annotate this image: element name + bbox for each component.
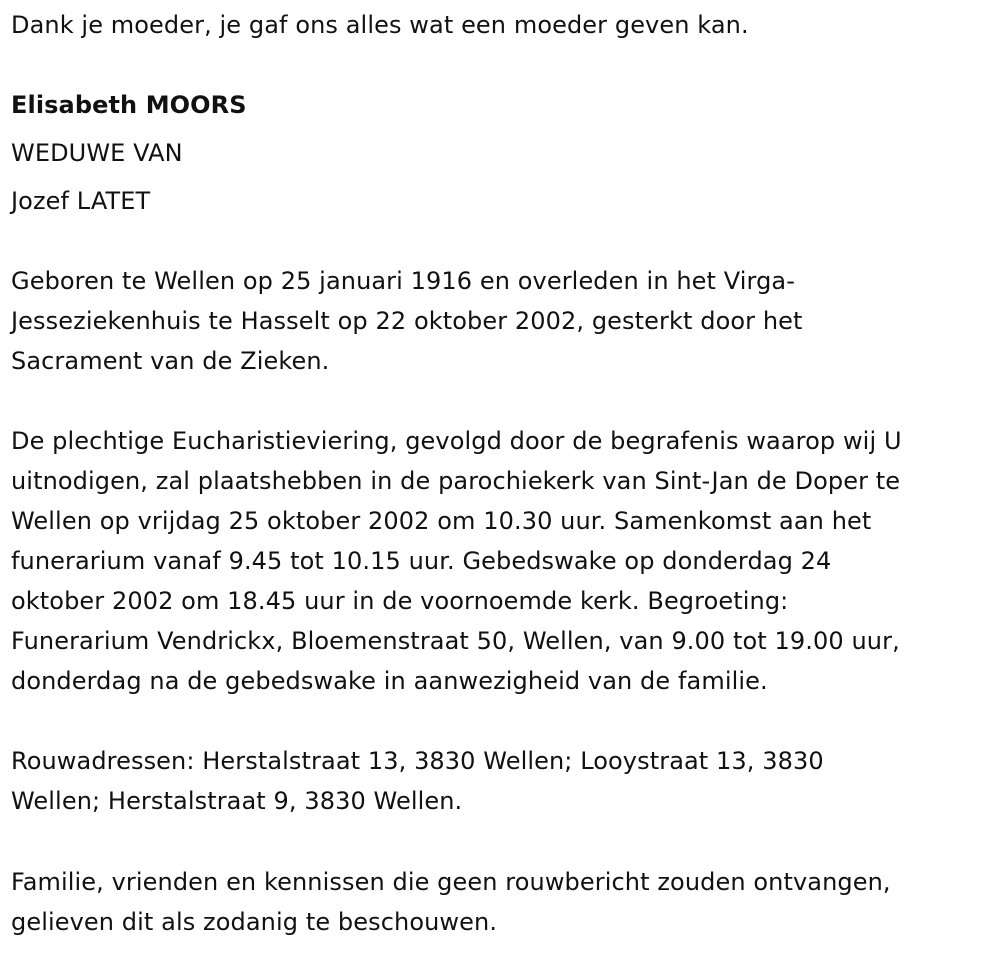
addresses-line: Wellen; Herstalstraat 9, 3830 Wellen. bbox=[11, 787, 463, 815]
ceremony-line: Funerarium Vendrickx, Bloemenstraat 50, Wellen, van 9.00 tot 19.00 uur, bbox=[11, 627, 900, 655]
closing-line: Familie, vrienden en kennissen die geen rouwbericht zouden ontvangen, bbox=[11, 868, 891, 896]
intro-text: Dank je moeder, je gaf ons alles wat een moeder geven kan. bbox=[11, 11, 749, 39]
deceased-name: Elisabeth MOORS bbox=[11, 91, 247, 119]
closing-line: gelieven dit als zodanig te beschouwen. bbox=[11, 908, 498, 936]
ceremony-line: uitnodigen, zal plaatshebben in de parochiekerk van Sint-Jan de Doper te bbox=[11, 467, 901, 495]
ceremony-line: Wellen op vrijdag 25 oktober 2002 om 10.30 uur. Samenkomst aan het bbox=[11, 507, 872, 535]
relation-text: WEDUWE VAN bbox=[11, 139, 183, 167]
birth-death-line: Jesseziekenhuis te Hasselt op 22 oktober 2002, gesterkt door het bbox=[11, 307, 803, 335]
spouse-name: Jozef LATET bbox=[11, 187, 151, 215]
ceremony-line: donderdag na de gebedswake in aanwezigheid van de familie. bbox=[11, 667, 768, 695]
birth-death-line: Geboren te Wellen op 25 januari 1916 en overleden in het Virga- bbox=[11, 267, 795, 295]
ceremony-line: oktober 2002 om 18.45 uur in de voornoemde kerk. Begroeting: bbox=[11, 587, 789, 615]
birth-death-line: Sacrament van de Zieken. bbox=[11, 347, 330, 375]
addresses-line: Rouwadressen: Herstalstraat 13, 3830 Wellen; Looystraat 13, 3830 bbox=[11, 747, 824, 775]
ceremony-line: De plechtige Eucharistieviering, gevolgd door de begrafenis waarop wij U bbox=[11, 427, 902, 455]
ceremony-line: funerarium vanaf 9.45 tot 10.15 uur. Gebedswake op donderdag 24 bbox=[11, 547, 832, 575]
